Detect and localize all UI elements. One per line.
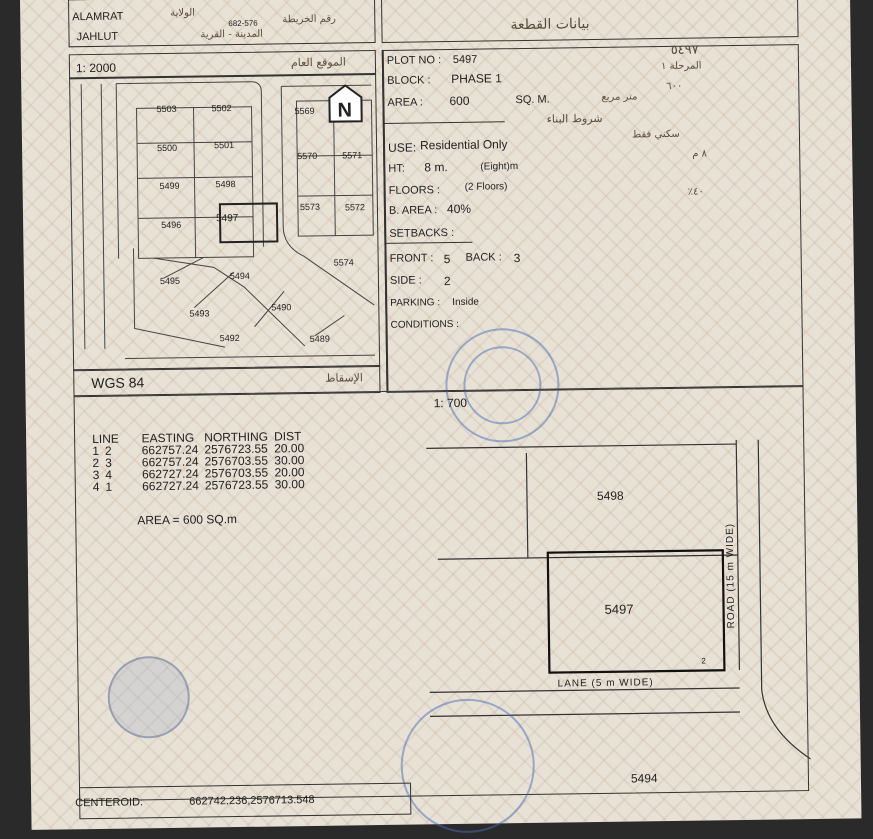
area-ar: ٦٠٠ — [666, 80, 683, 92]
cell: 1 — [105, 479, 113, 494]
cell: 662757.24 — [141, 454, 199, 470]
city-village-ar: المدينة - القرية — [200, 28, 264, 41]
cell: 3 — [105, 455, 112, 470]
col-header-line: LINE — [92, 431, 119, 447]
location-title-ar: الموقع العام — [290, 55, 346, 70]
svg-text:N: N — [337, 99, 353, 122]
centeroid-label: CENTEROID: — [75, 796, 144, 810]
plot-label: 5500 — [157, 142, 178, 154]
front-label: FRONT : — [389, 252, 434, 265]
col-header-dist: DIST — [273, 429, 302, 444]
cell: 662757.24 — [141, 442, 199, 458]
block-label: BLOCK : — [387, 74, 431, 87]
table-row — [93, 478, 311, 493]
back-label: BACK : — [465, 251, 502, 264]
side-label: SIDE : — [389, 274, 422, 287]
height-value: 8 m. — [424, 160, 448, 175]
parking-label: PARKING : — [390, 297, 441, 309]
location-scale: 1: 2000 — [75, 60, 117, 76]
projection-ar: الإسقاط — [325, 371, 364, 385]
cell: 3 — [92, 467, 100, 483]
use-ar: سكني فقط — [631, 128, 680, 141]
side-value: 2 — [443, 274, 451, 289]
front-value: 5 — [443, 252, 451, 267]
plot-no-value: 5497 — [452, 53, 478, 66]
plot-label: 5496 — [161, 219, 182, 231]
cell: 2576723.55 — [204, 477, 269, 493]
plot-label: 5574 — [333, 257, 354, 268]
building-area-ar: ٤٠٪ — [687, 186, 704, 198]
area-label: AREA : — [387, 96, 424, 109]
plot-label: 5573 — [299, 201, 321, 213]
plot-no-label: PLOT NO : — [386, 54, 442, 67]
plot-south-label: 5494 — [630, 771, 658, 786]
plot-label: 5494 — [229, 270, 250, 282]
plot-label: 5571 — [342, 150, 363, 161]
col-header-northing: NORTHING — [204, 429, 269, 445]
document-sheet — [20, 0, 862, 830]
plot-label: 5493 — [189, 308, 210, 319]
plot-label: 5498 — [215, 179, 236, 190]
height-words: (Eight)m — [480, 161, 519, 173]
building-area-value: 40% — [446, 201, 472, 217]
plot-label: 5489 — [309, 333, 330, 344]
official-stamp-lower — [400, 698, 536, 834]
floors-label: FLOORS : — [388, 184, 441, 197]
plot-label: 5501 — [213, 140, 235, 151]
sqm-ar: متر مربع — [601, 91, 638, 103]
use-value: Residential Only — [419, 137, 508, 153]
building-conditions-ar: شروط البناء — [546, 111, 603, 126]
cell: 4 — [92, 479, 100, 495]
plot-label: 5503 — [156, 103, 177, 115]
cell: 4 — [105, 467, 113, 482]
map-number: 682-576 — [228, 18, 258, 29]
use-label: USE: — [388, 140, 417, 155]
block-value: PHASE 1 — [451, 71, 502, 86]
cell: 20.00 — [274, 441, 305, 456]
building-area-label: B. AREA : — [388, 204, 438, 217]
cell: 662727.24 — [141, 466, 199, 482]
north-arrow-icon — [327, 83, 364, 123]
cell: 2576703.55 — [204, 453, 269, 469]
plot-label: 5569 — [294, 105, 315, 117]
plot-label: 5495 — [159, 275, 181, 287]
setbacks-label: SETBACKS : — [389, 226, 455, 240]
plot-north-label: 5498 — [596, 488, 624, 503]
area-unit: SQ. M. — [515, 93, 550, 107]
place-name-2: JAHLUT — [76, 30, 119, 44]
cell: 20.00 — [274, 465, 305, 480]
plot-label: 5572 — [344, 202, 366, 213]
wilayat-ar: الولاية — [170, 7, 196, 19]
conditions-label: CONDITIONS : — [390, 318, 459, 331]
subject-plot-label: 5497 — [215, 212, 239, 225]
road-label: ROAD (15 m WIDE) — [724, 522, 738, 629]
parking-value: Inside — [452, 296, 480, 308]
col-header-easting: EASTING — [141, 430, 195, 446]
block-ar: المرحلة ١ — [660, 60, 702, 73]
plot-main-label: 5497 — [604, 601, 634, 617]
centeroid-value: 662742.236,2576713.548 — [189, 793, 315, 808]
plot-label: 5492 — [219, 332, 240, 344]
floors-value: (2 Floors) — [464, 181, 508, 193]
plot-data-title-ar: بيانات القطعة — [510, 16, 590, 34]
header-right-box — [381, 0, 799, 43]
plot-no-ar: ٥٤٩٧ — [670, 42, 699, 58]
map-number-label-ar: رقم الخريطة — [282, 13, 336, 26]
cell: 2 — [92, 455, 100, 471]
plot-label: 5499 — [159, 180, 180, 192]
height-ar: ٨ م — [692, 148, 708, 160]
plot-label: 5502 — [211, 103, 232, 114]
height-label: HT: — [388, 162, 405, 175]
plot-info-box — [382, 44, 804, 393]
cell: 1 — [92, 443, 100, 459]
corner-number: 2 — [701, 656, 706, 666]
cell: 662727.24 — [142, 478, 200, 494]
area-value: 600 — [449, 93, 470, 109]
cell: 30.00 — [274, 477, 305, 492]
detail-scale: 1: 700 — [433, 395, 468, 411]
area-summary: AREA = 600 SQ.m — [137, 512, 238, 528]
coordinates-table — [92, 430, 311, 493]
cell: 30.00 — [274, 453, 305, 468]
cell: 2576703.55 — [204, 465, 269, 481]
place-name: ALAMRAT — [72, 10, 124, 24]
cell: 2 — [104, 443, 112, 458]
lane-label: LANE (5 m WIDE) — [557, 677, 654, 690]
plot-label: 5490 — [271, 302, 292, 313]
datum: WGS 84 — [91, 374, 145, 392]
back-value: 3 — [513, 251, 521, 266]
plot-label: 5570 — [297, 150, 318, 162]
cell: 2576723.55 — [204, 441, 268, 457]
